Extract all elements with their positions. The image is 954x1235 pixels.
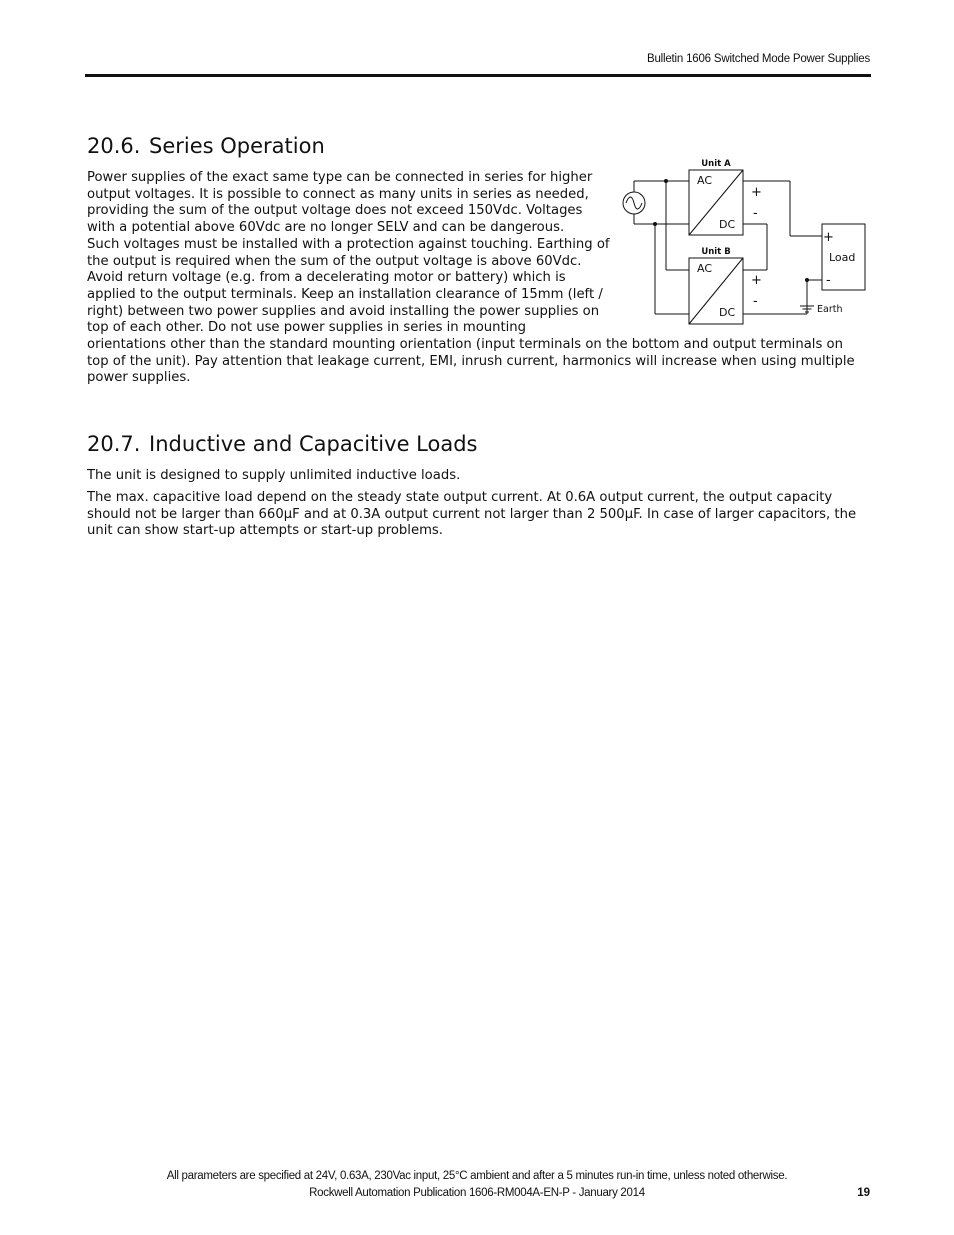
text-line: top of the unit). Pay attention that leakage current, EMI, inrush current, harmonics will increase when using multiple [87, 353, 855, 369]
load-minus-label: - [826, 273, 831, 288]
section-number: 20.7. [87, 432, 141, 456]
text-line: The max. capacitive load depend on the steady state output current. At 0.6A output current, the output capacity [87, 490, 833, 505]
unit-b-label: Unit B [701, 247, 731, 257]
running-header: Bulletin 1606 Switched Mode Power Supplies [646, 53, 870, 65]
minus-label: - [753, 294, 758, 309]
junction-dot [653, 222, 657, 226]
header-rule [85, 74, 871, 77]
unit-a-label: Unit A [701, 159, 731, 169]
text-line: output voltages. It is possible to connect as many units in series as needed, [87, 186, 589, 202]
text-line: orientations other than the standard mounting orientation (input terminals on the bottom and output terminals on [87, 337, 843, 353]
text-line: right) between two power supplies and avoid installing the power supplies on [87, 303, 600, 319]
text-line: the output is required when the sum of the output voltage is above 60Vdc. [87, 253, 582, 269]
dc-label: DC [719, 306, 736, 319]
text-line: top of each other. Do not use power supplies in series in mounting [87, 320, 527, 336]
series-wiring-diagram [610, 150, 872, 332]
footer-note: All parameters are specified at 24V, 0.63A, 230Vac input, 25°C ambient and after a 5 minutes run-in time, unless noted otherwise. [166, 1170, 788, 1182]
text-line: with a potential above 60Vdc are no longer SELV and can be dangerous. [87, 220, 565, 236]
ac-label: AC [697, 174, 713, 187]
text-line: providing the sum of the output voltage does not exceed 150Vdc. Voltages [87, 203, 583, 219]
loads-paragraph-1: The unit is designed to supply unlimited inductive loads. [87, 468, 461, 483]
section-title: Series Operation [149, 134, 325, 158]
section-heading-loads [87, 432, 477, 456]
text-line: should not be larger than 660µF and at 0.3A output current not larger than 2 500µF. In case of larger capacitors, the [87, 506, 857, 522]
earth-label: Earth [817, 304, 843, 315]
plus-label: + [751, 185, 762, 200]
dc-label: DC [719, 218, 736, 231]
loads-paragraph-2 [87, 490, 877, 540]
load-label: Load [829, 251, 856, 264]
section-number: 20.6. [87, 134, 141, 158]
text-line: Such voltages must be installed with a protection against touching. Earthing of [87, 236, 610, 252]
text-line: power supplies. [87, 370, 191, 386]
text-line: unit can show start-up attempts or start-up problems. [87, 523, 443, 539]
section-heading-series [87, 134, 325, 158]
footer-publication: Rockwell Automation Publication 1606-RM004A-EN-P - January 2014 [309, 1187, 645, 1199]
text-line: Avoid return voltage (e.g. from a decelerating motor or battery) which is [87, 270, 566, 286]
page-number: 19 [857, 1187, 870, 1199]
junction-dot [664, 179, 668, 183]
plus-label: + [751, 273, 762, 288]
minus-label: - [753, 206, 758, 221]
junction-dot [805, 278, 809, 282]
section-title: Inductive and Capacitive Loads [149, 432, 478, 456]
text-line: Power supplies of the exact same type can be connected in series for higher [87, 170, 593, 185]
ac-label: AC [697, 262, 713, 275]
load-plus-label: + [823, 230, 834, 245]
text-line: applied to the output terminals. Keep an installation clearance of 15mm (left / [87, 286, 603, 302]
